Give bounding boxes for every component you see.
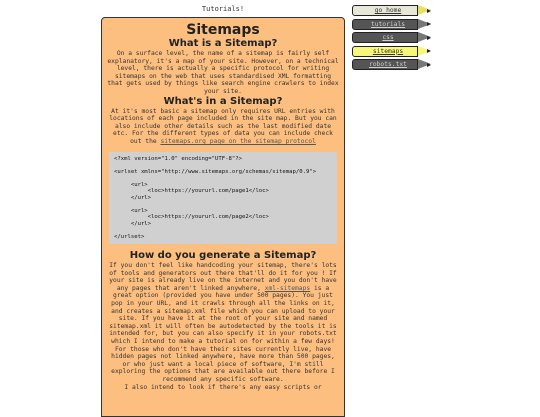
generate-text-1: If you don't feel like handcoding your sitemap, there's lots of tools and generators out there that'll do it for you ! If your site is already live on the internet and you don't have any pages that aren't linked anywhere, [109,262,337,292]
nav-item-robots[interactable] [352,59,442,70]
site-title: Tutorials! [201,5,245,13]
section-body-generate-1 [107,262,339,346]
nav-item-sitemaps[interactable] [352,46,442,57]
section-body-generate-3: I also intend to look if there's any easy scripts or [124,383,322,391]
section-body-whats-in [107,108,339,146]
nav-label-robots: robots.txt [369,61,407,68]
section-heading-generate: How do you generate a Sitemap? [129,250,317,262]
code-block [109,152,337,245]
code-line: </url> [114,194,152,201]
code-line: </urlset> [114,233,145,240]
xml-sitemaps-link[interactable]: xml-sitemaps [264,284,311,292]
page-title: Sitemaps [186,22,260,38]
pencil-lead-icon [427,49,431,53]
section-heading-whats-in: What's in a Sitemap? [163,95,283,107]
nav-item-home[interactable] [352,5,442,16]
pencil-lead-icon [427,36,431,40]
pencil-nav [352,5,442,73]
sitemap-protocol-link[interactable]: sitemaps.org page on the sitemap protocol [160,137,316,145]
code-line: </url> [114,220,152,227]
code-line: <url> [114,207,148,214]
nav-label-css: css [382,34,394,41]
code-line: <?xml version="1.0" encoding="UTF-8"?> [114,155,242,162]
pencil-lead-icon [427,22,431,26]
code-line: <loc>https://yoururl.com/page2</loc> [114,214,269,221]
generate-text-2: is a great option (provided you have under 500 pages). You just pop in your URL, and it crawls through all the links on it, and creates a sitemap.xml file which you can upload to your site. If you have it at the root of your site and named sitemap.xml it will often be autodetected by the tools it is intended for, but you can also specify it in your robots.txt which I intend to make a tutorial on for within a few days! [109,284,337,345]
nav-label-sitemaps: sitemaps [372,47,404,55]
nav-label-home: go home [374,7,402,14]
section-body-generate-2: For those who don't have their sites currently live, have hidden pages not linked anywhere, have more than 500 pages, or who just want a local piece of software, I'm still exploring the options that are available out there before I recommend any specific software. [111,345,335,383]
code-line: <urlset xmlns="http://www.sitemaps.org/schemas/sitemap/0.9"> [114,168,317,175]
section-body-what-is: On a surface level, the name of a sitemap is fairly self explanatory, it's a map of your site. However, on a technical level, there is actually a specific protocol for writing sitemaps on the web that uses standardised XML formatting that gets used by things like search engine crawlers to index your site. [107,50,339,95]
whats-in-text: At it's most basic a sitemap only requires URL entries with locations of each page included in the site map. But you can also include other details such as the last modified date etc. For the different types of data you can include check out the [109,107,337,145]
code-line: <url> [114,181,148,188]
code-line: <loc>https://yoururl.com/page1</loc> [114,188,269,195]
pencil-lead-icon [427,63,431,67]
nav-label-tutorials: tutorials [370,20,406,28]
nav-item-tutorials[interactable] [352,19,442,30]
article-panel [101,17,345,417]
pencil-lead-icon [427,9,431,13]
nav-item-css[interactable] [352,32,442,43]
section-heading-what-is: What is a Sitemap? [168,38,278,49]
